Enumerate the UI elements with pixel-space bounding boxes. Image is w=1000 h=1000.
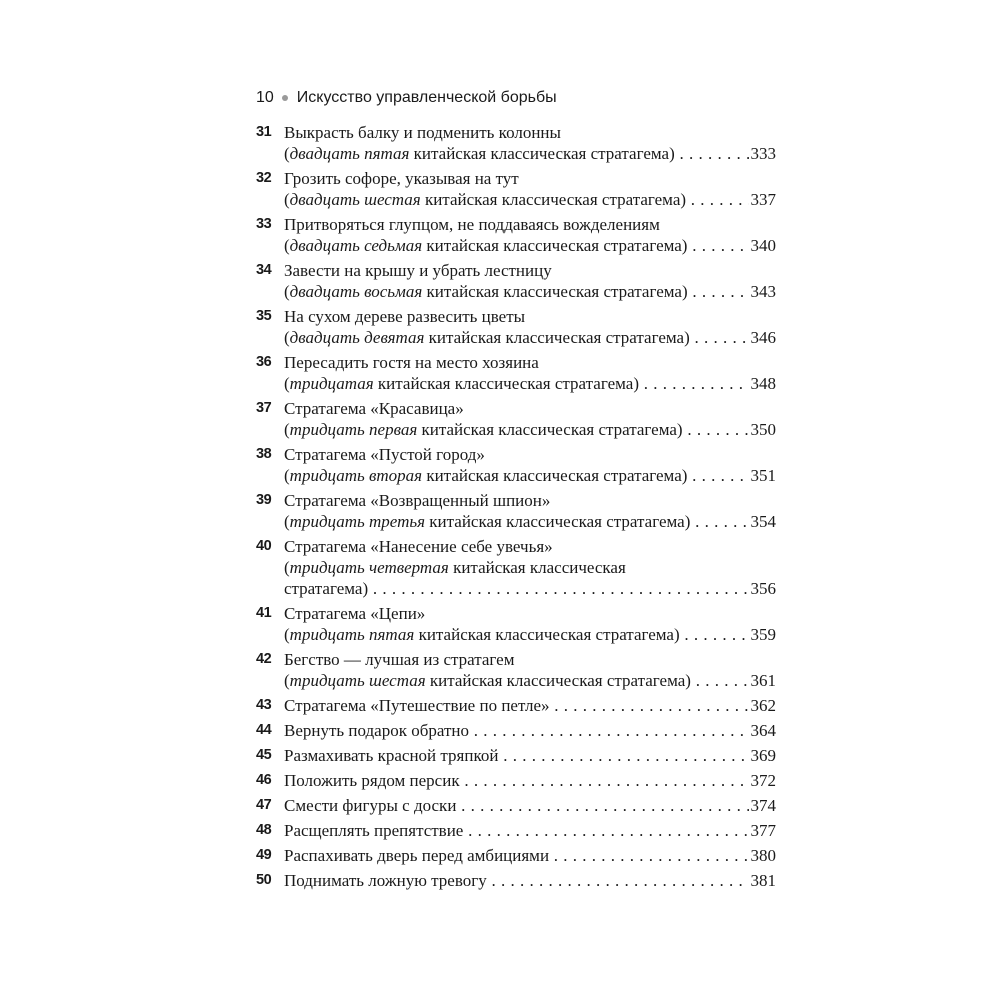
leader-line: [284, 745, 776, 766]
page-reference: 374: [750, 796, 776, 815]
chapter-title: [284, 695, 776, 716]
chapter-number: 48: [256, 822, 272, 838]
chapter-title: [284, 352, 776, 394]
bullet-icon: [282, 95, 288, 101]
leader-text: Положить рядом персик: [284, 771, 460, 790]
chapter-title: [284, 306, 776, 348]
title-line: Завести на крышу и убрать лестницу: [284, 261, 552, 280]
title-line: Стратагема «Нанесение себе увечья»: [284, 537, 553, 556]
toc-entry[interactable]: [256, 398, 776, 440]
title-line: Бегство — лучшая из стратагем: [284, 650, 515, 669]
toc-entry[interactable]: [256, 820, 776, 841]
paren-open: (: [284, 190, 290, 209]
toc-entry[interactable]: [256, 536, 776, 599]
chapter-number: 49: [256, 847, 272, 863]
leader-line: [284, 770, 776, 791]
leader: [284, 578, 749, 599]
toc-entry[interactable]: [256, 490, 776, 532]
chapter-title: [284, 398, 776, 440]
page-reference: 364: [750, 721, 776, 740]
page-reference: 348: [750, 374, 776, 393]
leader: [284, 465, 749, 486]
leader: [284, 235, 749, 256]
chapter-number: 46: [256, 772, 272, 788]
subtitle-rest: китайская классическая стратагема): [417, 420, 683, 439]
leader: [284, 870, 749, 891]
ordinal-italic: тридцать четвертая: [289, 558, 449, 577]
subtitle-rest: китайская классическая стратагема): [425, 512, 691, 531]
leader-line: [284, 845, 776, 866]
page-number: 10: [256, 89, 274, 106]
title-line: Стратагема «Возвращенный шпион»: [284, 491, 551, 510]
chapter-number: 38: [256, 446, 272, 462]
leader-line: [284, 870, 776, 891]
page-reference: 380: [750, 846, 776, 865]
page-reference: 354: [750, 512, 776, 531]
toc-entry[interactable]: [256, 845, 776, 866]
paren-open: (: [284, 625, 290, 644]
title-line: На сухом дереве развесить цветы: [284, 307, 526, 326]
table-of-contents: [256, 122, 776, 891]
toc-entry[interactable]: [256, 352, 776, 394]
chapter-title: [284, 603, 776, 645]
toc-entry[interactable]: [256, 795, 776, 816]
chapter-title: [284, 214, 776, 256]
toc-entry[interactable]: [256, 214, 776, 256]
toc-entry[interactable]: [256, 603, 776, 645]
chapter-number: 47: [256, 797, 272, 813]
page-reference: 359: [750, 625, 776, 644]
leader-line: [284, 670, 776, 691]
subtitle-rest: китайская классическая стратагема): [422, 282, 688, 301]
leader-line: [284, 720, 776, 741]
chapter-title: [284, 745, 776, 766]
toc-entry[interactable]: [256, 260, 776, 302]
leader-line: [284, 419, 776, 440]
toc-entry[interactable]: [256, 306, 776, 348]
subtitle-rest: китайская классическая: [448, 558, 626, 577]
toc-entry[interactable]: [256, 745, 776, 766]
leader-text: стратагема): [284, 579, 369, 598]
toc-entry[interactable]: [256, 168, 776, 210]
leader-line: [284, 327, 776, 348]
leader-text: Распахивать дверь перед амбициями: [284, 846, 550, 865]
running-head: [256, 86, 776, 110]
subtitle-rest: китайская классическая стратагема): [422, 466, 688, 485]
leader-text: Размахивать красной тряпкой: [284, 746, 499, 765]
leader-text: Смести фигуры с доски: [284, 796, 457, 815]
book-title: Искусство управленческой борьбы: [296, 89, 557, 106]
toc-entry[interactable]: [256, 695, 776, 716]
toc-entry[interactable]: [256, 122, 776, 164]
ordinal-italic: тридцать третья: [289, 512, 426, 531]
page-reference: 350: [750, 420, 776, 439]
ordinal-italic: двадцать шестая: [289, 190, 421, 209]
page-reference: 346: [750, 328, 776, 347]
chapter-title: [284, 795, 776, 816]
leader-text: Расщеплять препятствие: [284, 821, 464, 840]
chapter-title: [284, 720, 776, 741]
subtitle-line: [284, 557, 776, 578]
subtitle-rest: китайская классическая стратагема): [373, 374, 639, 393]
leader-line: [284, 624, 776, 645]
title-line: Грозить софоре, указывая на тут: [284, 169, 519, 188]
title-line: Притворяться глупцом, не поддаваясь вожделениям: [284, 215, 660, 234]
subtitle-rest: китайская классическая стратагема): [424, 328, 690, 347]
leader: [284, 670, 749, 691]
chapter-number: 32: [256, 170, 272, 186]
paren-open: (: [284, 420, 290, 439]
paren-open: (: [284, 282, 290, 301]
ordinal-italic: тридцать пятая: [289, 625, 415, 644]
leader: [284, 281, 749, 302]
chapter-number: 35: [256, 308, 272, 324]
leader: [284, 770, 749, 791]
leader-line: [284, 695, 776, 716]
leader: [284, 327, 749, 348]
ordinal-italic: двадцать девятая: [289, 328, 425, 347]
chapter-number: 33: [256, 216, 272, 232]
leader: [284, 795, 749, 816]
chapter-number: 36: [256, 354, 272, 370]
toc-entry[interactable]: [256, 770, 776, 791]
toc-entry[interactable]: [256, 444, 776, 486]
chapter-title: [284, 122, 776, 164]
chapter-title: [284, 536, 776, 599]
toc-entry[interactable]: [256, 870, 776, 891]
leader: [284, 189, 749, 210]
page-reference: 343: [750, 282, 776, 301]
leader-line: [284, 795, 776, 816]
page-reference: 351: [750, 466, 776, 485]
paren-open: (: [284, 512, 290, 531]
subtitle-rest: китайская классическая стратагема): [420, 190, 687, 209]
chapter-title: [284, 820, 776, 841]
paren-open: (: [284, 466, 290, 485]
leader-line: [284, 281, 776, 302]
paren-open: (: [284, 328, 290, 347]
page-reference: 369: [750, 746, 776, 765]
ordinal-italic: двадцать седьмая: [289, 236, 423, 255]
page-reference: 356: [750, 579, 776, 598]
leader: [284, 845, 749, 866]
toc-entry[interactable]: [256, 649, 776, 691]
page-reference: 362: [750, 696, 776, 715]
subtitle-rest: китайская классическая стратагема): [425, 671, 691, 690]
chapter-number: 34: [256, 262, 272, 278]
chapter-number: 40: [256, 538, 272, 554]
paren-open: (: [284, 558, 290, 577]
leader-line: [284, 465, 776, 486]
title-line: Стратагема «Пустой город»: [284, 445, 485, 464]
leader-text: Вернуть подарок обратно: [284, 721, 470, 740]
chapter-number: 37: [256, 400, 272, 416]
leader-line: [284, 189, 776, 210]
leader: [284, 720, 749, 741]
chapter-title: [284, 490, 776, 532]
leader: [284, 695, 749, 716]
subtitle-rest: китайская классическая стратагема): [414, 625, 680, 644]
title-line: Пересадить гостя на место хозяина: [284, 353, 539, 372]
leader-line: [284, 511, 776, 532]
leader-text: Стратагема «Путешествие по петле»: [284, 696, 550, 715]
leader: [284, 820, 749, 841]
paren-open: (: [284, 144, 290, 163]
chapter-title: [284, 260, 776, 302]
chapter-number: 44: [256, 722, 272, 738]
page-reference: 361: [750, 671, 776, 690]
chapter-number: 41: [256, 605, 272, 621]
leader: [284, 143, 749, 164]
chapter-number: 43: [256, 697, 272, 713]
ordinal-italic: двадцать восьмая: [289, 282, 423, 301]
chapter-title: [284, 845, 776, 866]
ordinal-italic: тридцать первая: [289, 420, 418, 439]
paren-open: (: [284, 236, 290, 255]
title-line: Стратагема «Цепи»: [284, 604, 426, 623]
chapter-number: 50: [256, 872, 272, 888]
leader-line: [284, 820, 776, 841]
chapter-title: [284, 649, 776, 691]
leader: [284, 511, 749, 532]
subtitle-rest: китайская классическая стратагема): [409, 144, 675, 163]
ordinal-italic: двадцать пятая: [289, 144, 410, 163]
page-reference: 377: [750, 821, 776, 840]
chapter-title: [284, 770, 776, 791]
leader: [284, 419, 749, 440]
leader: [284, 745, 749, 766]
leader: [284, 373, 749, 394]
toc-page: [256, 86, 776, 895]
ordinal-italic: тридцатая: [289, 374, 374, 393]
page-reference: 372: [750, 771, 776, 790]
chapter-number: 45: [256, 747, 272, 763]
ordinal-italic: тридцать шестая: [289, 671, 426, 690]
leader-line: [284, 143, 776, 164]
chapter-title: [284, 168, 776, 210]
title-line: Выкрасть балку и подменить колонны: [284, 123, 561, 142]
chapter-number: 31: [256, 124, 272, 140]
chapter-number: 39: [256, 492, 272, 508]
leader-line: [284, 373, 776, 394]
page-reference: 340: [750, 236, 776, 255]
page-reference: 333: [750, 144, 776, 163]
leader: [284, 624, 749, 645]
chapter-number: 42: [256, 651, 272, 667]
toc-entry[interactable]: [256, 720, 776, 741]
page-reference: 381: [750, 871, 776, 890]
chapter-title: [284, 870, 776, 891]
paren-open: (: [284, 671, 290, 690]
chapter-title: [284, 444, 776, 486]
leader-line: [284, 235, 776, 256]
ordinal-italic: тридцать вторая: [289, 466, 423, 485]
page-reference: 337: [750, 190, 776, 209]
subtitle-rest: китайская классическая стратагема): [422, 236, 688, 255]
leader-text: Поднимать ложную тревогу: [284, 871, 487, 890]
leader-line: [284, 578, 776, 599]
paren-open: (: [284, 374, 290, 393]
title-line: Стратагема «Красавица»: [284, 399, 464, 418]
